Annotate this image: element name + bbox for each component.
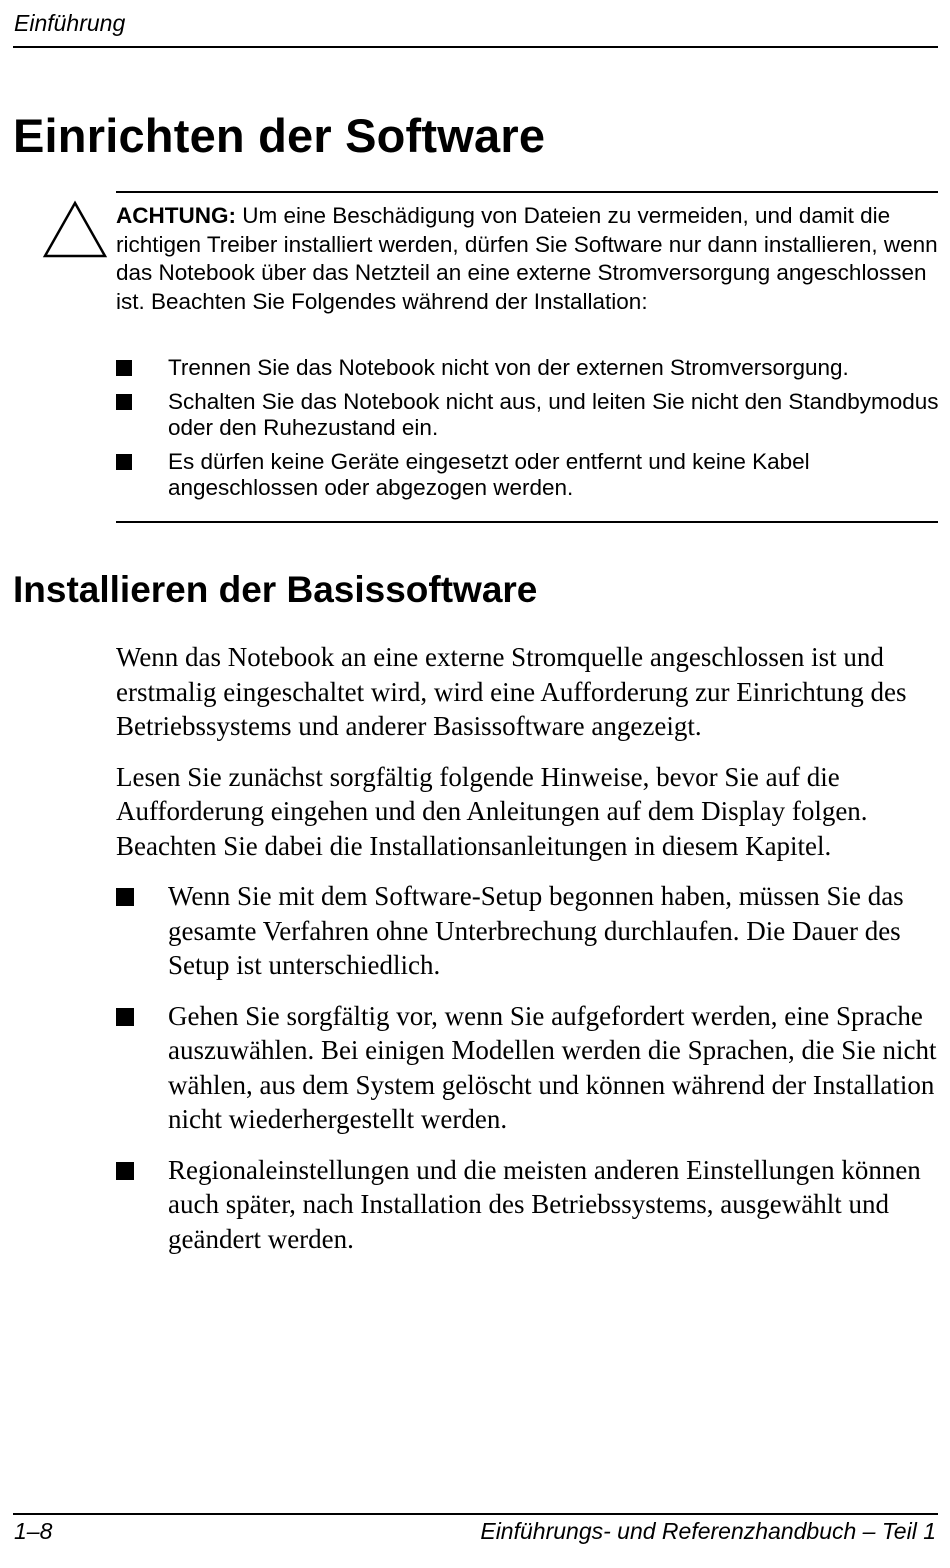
header-rule bbox=[13, 46, 938, 48]
book-title: Einführungs- und Referenzhandbuch – Teil 1 bbox=[480, 1518, 936, 1544]
caution-body: Um eine Beschädigung von Dateien zu vermeiden, und damit die richtigen Treiber installiert werden, dürfen Sie Software nur dann installieren, wenn das Notebook über das Netzteil an eine externe Stromversorgung angeschlossen ist. Beachten Sie Folgendes während der Installation: bbox=[116, 203, 938, 314]
running-header: Einführung bbox=[14, 10, 126, 36]
caution-rule-top bbox=[116, 191, 938, 193]
caution-text bbox=[116, 202, 940, 316]
list-item: Gehen Sie sorgfältig vor, wenn Sie aufgefordert werden, eine Sprache auszuwählen. Bei einigen Modellen werden die Sprachen, die Sie nicht wählen, aus dem System gelöscht und können während der Installation nicht wiederhergestellt werden. bbox=[116, 999, 938, 1137]
list-item: Wenn Sie mit dem Software-Setup begonnen haben, müssen Sie das gesamte Verfahren ohne Unterbrechung durchlaufen. Die Dauer des Setup ist unterschiedlich. bbox=[116, 879, 938, 983]
caution-lead: ACHTUNG: bbox=[116, 203, 236, 228]
paragraph: Wenn das Notebook an eine externe Stromquelle angeschlossen ist und erstmalig eingeschaltet wird, wird eine Aufforderung zur Einrichtung des Betriebssystems und anderer Basissoftware angezeigt. bbox=[116, 642, 907, 741]
section-body bbox=[116, 640, 938, 1272]
paragraph: Lesen Sie zunächst sorgfältig folgende Hinweise, bevor Sie auf die Aufforderung eingehen und den Anleitungen auf dem Display folgen. Beachten Sie dabei die Installationsanleitungen in diesem Kapitel. bbox=[116, 761, 868, 861]
warning-triangle-icon bbox=[42, 200, 108, 260]
footer-rule bbox=[13, 1513, 938, 1515]
list-item: Regionaleinstellungen und die meisten anderen Einstellungen können auch später, nach Installation des Betriebssystems, ausgewählt und geändert werden. bbox=[116, 1153, 938, 1257]
caution-list bbox=[116, 355, 940, 509]
caution-rule-bottom bbox=[116, 521, 938, 523]
bullet-square-icon bbox=[116, 888, 134, 906]
section-heading: Installieren der Basissoftware bbox=[13, 569, 538, 610]
list-item: Schalten Sie das Notebook nicht aus, und leiten Sie nicht den Standbymodus oder den Ruhezustand ein. bbox=[116, 389, 940, 441]
bullet-square-icon bbox=[116, 394, 132, 410]
bullet-square-icon bbox=[116, 454, 132, 470]
section-list bbox=[116, 879, 938, 1256]
page-number: 1–8 bbox=[14, 1518, 53, 1544]
list-item: Trennen Sie das Notebook nicht von der externen Stromversorgung. bbox=[116, 355, 940, 381]
bullet-square-icon bbox=[116, 1008, 134, 1026]
page-title: Einrichten der Software bbox=[13, 109, 546, 162]
bullet-square-icon bbox=[116, 360, 132, 376]
list-item: Es dürfen keine Geräte eingesetzt oder entfernt und keine Kabel angeschlossen oder abgezogen werden. bbox=[116, 449, 940, 501]
bullet-square-icon bbox=[116, 1162, 134, 1180]
